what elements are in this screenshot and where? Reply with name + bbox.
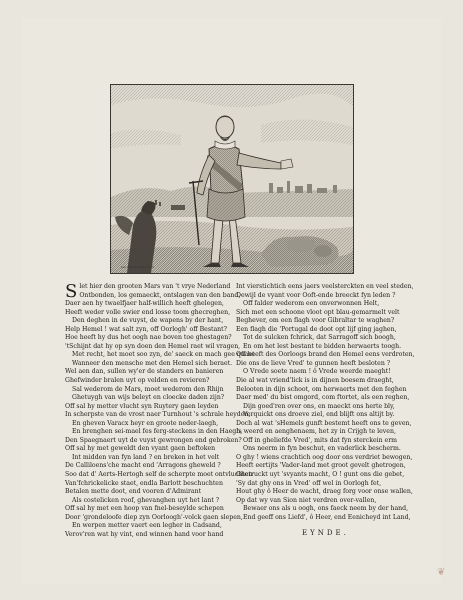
poem-line: Sich met een schoone vloot opt blau-gemarmelt velt xyxy=(236,308,400,316)
poem-line: Off sal hy met geweldt den vyant gaen beftoken xyxy=(65,445,216,453)
poem-line: Door 'grondeloofe diep zyn Oorloogh'-volck gaen slepen, xyxy=(65,513,243,521)
poem-left-column xyxy=(65,281,255,539)
poem-right-column xyxy=(236,283,415,522)
poem-line: Betalen mette doot, end vooren d'Admirant xyxy=(65,488,202,496)
poem-line: Off sal hy metter vlucht syn Ruytery gaen leyden xyxy=(65,402,219,410)
poem-line: En gheven Varacx heyr en groote neder-laegh, xyxy=(72,419,219,427)
poem-line: O Vrede soete naem ! ô Vrede weerde maeght! xyxy=(243,368,391,376)
poem-line: Int vierstichtich eens jaers veelsterckten en veel steden, xyxy=(236,283,414,290)
poem-line: Soo dat d' Aerts-Hertogh self de scherpte moet ontvluchten xyxy=(65,471,253,479)
poem-line: Belooten in dijn schoot, om herwaerts met den feghen xyxy=(236,385,407,393)
poem-line: Ontbonden, los gemaeckt, ontslagen van den band, xyxy=(79,291,241,299)
poem-line: 'Sy dat ghy ons in Vred' off wel in Oorlogh fet, xyxy=(236,479,382,487)
poem-line: Een flagh die 'Portugal de doot opt lijf ging jaghen, xyxy=(236,325,397,333)
poem-line: Die ons de lieve Vred' te gunnen heeft besloten ? xyxy=(236,359,391,367)
poem-line: Den deghen in de vuyst, de wapens by der hant, xyxy=(72,317,224,325)
poem-line: En brenghen sei-mael fes ferg-steckens in den Haegh, xyxy=(72,428,243,436)
poem-line: Off in gheliefde Vred', mits dat fyn sterckein erm xyxy=(243,436,398,444)
poem-line: Hout ghy ô Heer de wacht, draeg forg voor onse wallen, xyxy=(236,488,413,496)
poem-line: Van'fchrickelicke staet, endla Barlott beschuchten xyxy=(65,479,223,487)
poem-line: Ghetruckt uyt 'svyants macht, O ! gunt ons die gebet, xyxy=(236,471,405,479)
poem-dropcap: S xyxy=(65,281,78,302)
poem-line: 'tSchijnt dat hy op syn doen den Hemel raet wil vragen, xyxy=(65,342,241,350)
collection-stamp-icon: ❦ xyxy=(437,567,446,578)
poem-line: Doch al wat 'sHemels gunft bestemt heeft ons te geven, xyxy=(236,419,412,427)
poem-line: En om het lest bestant te bidden herwaerts toogh. xyxy=(243,342,402,350)
poem-ending: EYNDE. xyxy=(302,529,349,537)
poem-line: Bewaer ons als u oogh, ons faeck neem by der hand, xyxy=(243,505,409,513)
poem-line: Tot de sulcken fchrick, dat Sarragoff sich boogh, xyxy=(243,334,396,342)
poem-line: Op dat wy van Sion niet verdren over-vallen, xyxy=(236,496,377,504)
poem-line: Heeft eertijts 'Vader-land met groot gevelt ghetrogen, xyxy=(236,462,406,470)
poem-line: Off falder wederom een onverwonnen Helt, xyxy=(243,300,380,308)
poem-line: Als costelicken roof, ghevanghen uyt het lant ? xyxy=(72,496,220,504)
poem-line: Help Hemel ! wat salt zyn, off Oorlogh' off Bestant? xyxy=(65,325,227,333)
poem-line: Int midden van fyn land ? en breken in het velt xyxy=(72,453,220,461)
poem-line: Daer aen hy twaelfjaer half-willich heeft ghelegen, xyxy=(65,300,224,308)
poem-line: Ghefwinder bralen uyt op velden en revieren? xyxy=(65,377,210,385)
poem-line: Heeft weder volle swier end losse toom ghecreghen, xyxy=(65,308,231,316)
poem-line: De Calliloens'che macht end 'Arragons gheweld ? xyxy=(65,462,221,470)
poem-line: Off sal hy met een hoop van fnel-beseylde schepen xyxy=(65,505,224,513)
poem-line: O ghy ! wiens crachtich oog door ons verdriet bewogen, xyxy=(236,453,413,461)
poem-line: Die al wat vriend'lick is in dijnen boesem draeght, xyxy=(236,377,394,385)
poem-line: End geeff ons Liefd', ô Heer, end Eenicheyd int Land, xyxy=(243,513,411,521)
engraving-illustration xyxy=(110,84,354,274)
poem-line: Beghever, om een flagh voor Gibraltar te waghen? xyxy=(236,317,395,325)
poem-line: Sal wederom de Mars, moet wederom den Rhijn xyxy=(72,385,224,393)
poem-line: let hier den grooten Mars van 't vrye Nederland xyxy=(79,283,231,290)
poem-line: Wel aen dan, sullen wy'er de standers en banieren xyxy=(65,368,224,376)
poem-line: Wanneer den mensche met den Hemel sich beraet. xyxy=(72,359,233,367)
poem-line: Verquickt ons droeve ziel, end blijft ons altijt by. xyxy=(243,411,395,419)
poem-line: Met recht, het moet soo zyn, de' saeck en mach gee quaet xyxy=(72,351,255,359)
poem-line: En werpen metter vaert een legher in Cadsand, xyxy=(72,522,222,530)
poem-line: Verov'ren wat hy vint, end winnen hand voor hand xyxy=(65,530,224,538)
poem-line: Den Spaegnaert uyt de vuyst gewrongen end gebroken? xyxy=(65,436,242,444)
poem-line: Is weerd en aenghenaem, het zy in Crijgh te leven, xyxy=(236,428,396,436)
poem-line: Ghetuygh van wijs beleyt en cloecke daden zijn? xyxy=(72,394,225,402)
poem-line: Ons neerm in fyn beschut, en vaderlick bescherm. xyxy=(243,445,401,453)
poem-line: Dewijl de vyant voor Ooft-ende breeckt fyn leden ? xyxy=(236,291,396,299)
engraving-signature: Jan van de Velde fecit xyxy=(121,265,154,269)
poem-line: Hoe heeft hy dus het oogh nae boven toe ghestagen? xyxy=(65,334,232,342)
poem-line: Off heeft des Oorloogs brand den Hemel eens verdroten, xyxy=(236,351,415,359)
poem-line: In scherpste van de vrost naer Turnhout 's schrale heyden, xyxy=(65,411,251,419)
engraving-drawing xyxy=(111,85,353,273)
poem-line: Daer med' du bist omgord, com ftortet, als een reghen, xyxy=(236,394,410,402)
poem-line: Dijn goed'ren over ons, en maeckt ons herte bly, xyxy=(243,402,395,410)
